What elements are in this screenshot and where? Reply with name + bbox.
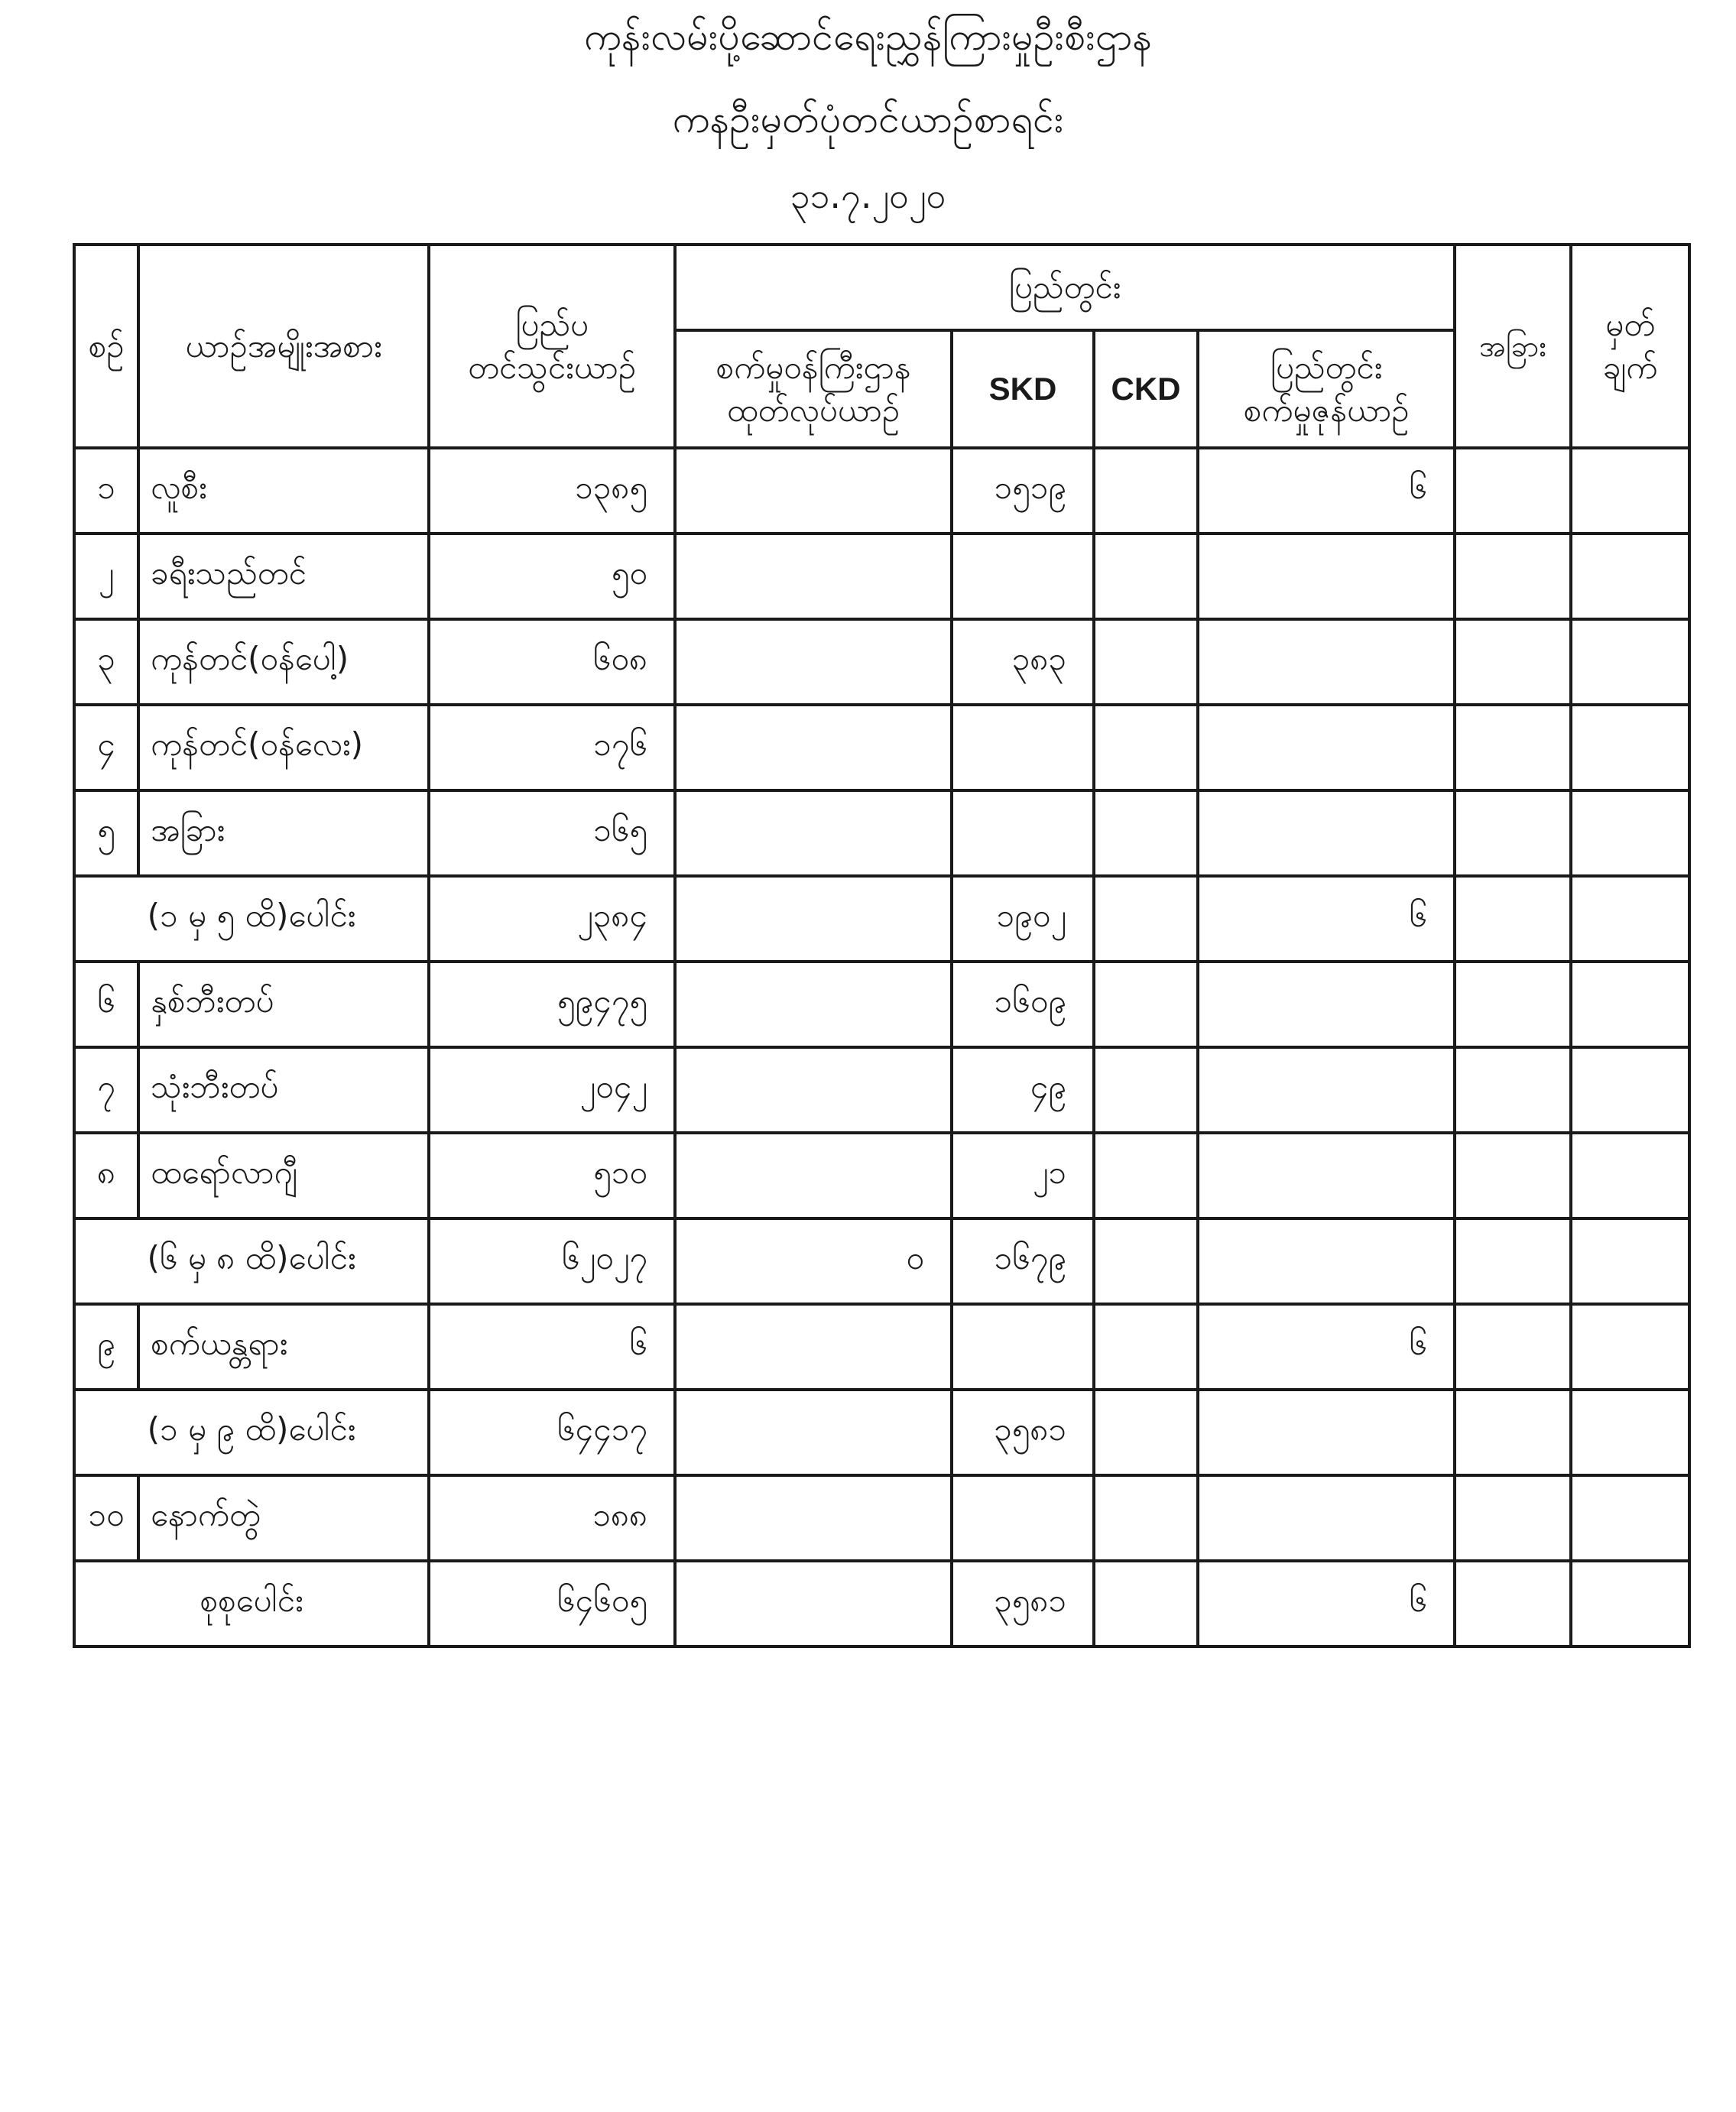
cell-remarks (1571, 790, 1689, 876)
cell-vehicle-type: ထရော်လာဂျီ (138, 1133, 429, 1218)
table-row (74, 534, 1689, 619)
subtotal-row (74, 876, 1689, 962)
cell-remarks (1571, 619, 1689, 705)
cell-skd: ၃၈၃ (952, 619, 1094, 705)
cell-remarks (1571, 534, 1689, 619)
header-imported (429, 245, 675, 448)
cell-skd (952, 1475, 1094, 1561)
cell-skd: ၁၆၇၉ (952, 1218, 1094, 1304)
cell-imported: ၅၁၀ (429, 1133, 675, 1218)
cell-ministry: ၀ (675, 1218, 952, 1304)
cell-ministry (675, 1475, 952, 1561)
cell-serial: ၁၀ (74, 1475, 138, 1561)
cell-imported: ၅၀ (429, 534, 675, 619)
header-ministry-line2: ထုတ်လုပ်ယာဉ် (726, 391, 900, 429)
cell-subtotal-label: (၁ မှ ၅ ထိ)ပေါင်း (74, 876, 429, 962)
cell-vehicle-type: ကုန်တင်(ဝန်လေး) (138, 705, 429, 790)
cell-remarks (1571, 1047, 1689, 1133)
cell-ckd (1094, 876, 1198, 962)
cell-local (1198, 619, 1455, 705)
cell-serial: ၁ (74, 448, 138, 534)
cell-ckd (1094, 1561, 1198, 1646)
cell-ministry (675, 962, 952, 1047)
cell-skd (952, 1304, 1094, 1390)
cell-skd: ၁၉၀၂ (952, 876, 1094, 962)
cell-vehicle-type: နောက်တွဲ (138, 1475, 429, 1561)
cell-ministry (675, 1390, 952, 1475)
header-vehicle-type: ယာဉ်အမျိုးအစား (138, 245, 429, 448)
cell-imported: ၆၂၀၂၇ (429, 1218, 675, 1304)
cell-local: ၆ (1198, 876, 1455, 962)
header-other: အခြား (1455, 245, 1571, 448)
cell-ckd (1094, 1390, 1198, 1475)
cell-skd: ၃၅၈၁ (952, 1561, 1094, 1646)
cell-ckd (1094, 1047, 1198, 1133)
cell-local: ၆ (1198, 448, 1455, 534)
cell-subtotal-label: (၆ မှ ၈ ထိ)ပေါင်း (74, 1218, 429, 1304)
cell-imported: ၂၃၈၄ (429, 876, 675, 962)
cell-other (1455, 1133, 1571, 1218)
table-row (74, 790, 1689, 876)
cell-ckd (1094, 619, 1198, 705)
header-imported-line2: တင်သွင်းယာဉ် (467, 349, 637, 386)
cell-local (1198, 962, 1455, 1047)
cell-local (1198, 1390, 1455, 1475)
cell-ministry (675, 619, 952, 705)
header-local-line2: စက်မှုဇုန်ယာဉ် (1243, 391, 1410, 429)
cell-other (1455, 534, 1571, 619)
header-remarks-line2: ချက် (1602, 349, 1658, 386)
cell-ckd (1094, 705, 1198, 790)
cell-other (1455, 1218, 1571, 1304)
cell-skd: ၄၉ (952, 1047, 1094, 1133)
cell-skd: ၁၅၁၉ (952, 448, 1094, 534)
cell-ckd (1094, 1475, 1198, 1561)
header-ministry (675, 330, 952, 448)
cell-ministry (675, 705, 952, 790)
cell-skd (952, 790, 1094, 876)
cell-imported: ၂၀၄၂ (429, 1047, 675, 1133)
cell-imported: ၆ (429, 1304, 675, 1390)
cell-other (1455, 876, 1571, 962)
cell-remarks (1571, 705, 1689, 790)
cell-serial: ၆ (74, 962, 138, 1047)
table-row (74, 1047, 1689, 1133)
header-remarks (1571, 245, 1689, 448)
cell-subtotal-label: စုစုပေါင်း (74, 1561, 429, 1646)
cell-subtotal-label: (၁ မှ ၉ ထိ)ပေါင်း (74, 1390, 429, 1475)
subtotal-row (74, 1390, 1689, 1475)
header-row-1 (74, 245, 1689, 330)
cell-remarks (1571, 1133, 1689, 1218)
header-imported-line1: ပြည်ပ (515, 306, 589, 343)
cell-remarks (1571, 1561, 1689, 1646)
table-row (74, 448, 1689, 534)
document-date: ၃၁.၇.၂၀၂၀ (790, 175, 946, 216)
header-remarks-line1: မှတ် (1605, 306, 1655, 343)
cell-imported: ၅၉၄၇၅ (429, 962, 675, 1047)
cell-ministry (675, 1133, 952, 1218)
cell-other (1455, 448, 1571, 534)
cell-imported: ၆၄၄၁၇ (429, 1390, 675, 1475)
table-row (74, 962, 1689, 1047)
registration-table (73, 243, 1691, 1648)
cell-ministry (675, 534, 952, 619)
cell-local (1198, 1047, 1455, 1133)
cell-vehicle-type: လူစီး (138, 448, 429, 534)
cell-remarks (1571, 1218, 1689, 1304)
cell-local (1198, 1475, 1455, 1561)
cell-other (1455, 1475, 1571, 1561)
cell-local (1198, 705, 1455, 790)
cell-ckd (1094, 1304, 1198, 1390)
cell-skd: ၃၅၈၁ (952, 1390, 1094, 1475)
cell-ckd (1094, 448, 1198, 534)
cell-remarks (1571, 1390, 1689, 1475)
cell-vehicle-type: ခရီးသည်တင် (138, 534, 429, 619)
cell-other (1455, 1561, 1571, 1646)
cell-skd: ၂၁ (952, 1133, 1094, 1218)
cell-vehicle-type: စက်ယန္တရား (138, 1304, 429, 1390)
cell-ckd (1094, 790, 1198, 876)
cell-ckd (1094, 534, 1198, 619)
cell-ministry (675, 790, 952, 876)
cell-other (1455, 1304, 1571, 1390)
cell-vehicle-type: နှစ်ဘီးတပ် (138, 962, 429, 1047)
header-ministry-line1: စက်မှုဝန်ကြီးဌာန (715, 349, 911, 386)
header-skd: SKD (952, 330, 1094, 448)
cell-ministry (675, 448, 952, 534)
table-row (74, 619, 1689, 705)
header-domestic: ပြည်တွင်း (675, 245, 1455, 330)
cell-imported: ၁၆၅ (429, 790, 675, 876)
cell-skd (952, 534, 1094, 619)
cell-local: ၆ (1198, 1561, 1455, 1646)
cell-other (1455, 1047, 1571, 1133)
cell-remarks (1571, 1475, 1689, 1561)
cell-serial: ၉ (74, 1304, 138, 1390)
cell-other (1455, 1390, 1571, 1475)
cell-imported: ၁၃၈၅ (429, 448, 675, 534)
cell-local (1198, 1133, 1455, 1218)
cell-imported: ၁၈၈ (429, 1475, 675, 1561)
cell-imported: ၁၇၆ (429, 705, 675, 790)
cell-ckd (1094, 962, 1198, 1047)
cell-serial: ၅ (74, 790, 138, 876)
table-row (74, 1304, 1689, 1390)
table-row (74, 1133, 1689, 1218)
cell-serial: ၃ (74, 619, 138, 705)
cell-other (1455, 790, 1571, 876)
cell-vehicle-type: ကုန်တင်(ဝန်ပေါ့) (138, 619, 429, 705)
cell-serial: ၄ (74, 705, 138, 790)
header-serial: စဉ် (74, 245, 138, 448)
cell-serial: ၈ (74, 1133, 138, 1218)
cell-remarks (1571, 962, 1689, 1047)
cell-serial: ၂ (74, 534, 138, 619)
subtotal-row (74, 1218, 1689, 1304)
document-title: ကုန်းလမ်းပို့ဆောင်ရေးညွှန်ကြားမှုဦးစီးဌာန (583, 15, 1153, 59)
cell-local (1198, 790, 1455, 876)
cell-imported: ၆၀၈ (429, 619, 675, 705)
cell-vehicle-type: အခြား (138, 790, 429, 876)
cell-remarks (1571, 1304, 1689, 1390)
cell-ministry (675, 876, 952, 962)
cell-vehicle-type: သုံးဘီးတပ် (138, 1047, 429, 1133)
cell-ministry (675, 1561, 952, 1646)
document-subtitle: ကနဦးမှတ်ပုံတင်ယာဉ်စာရင်း (672, 97, 1064, 141)
cell-ckd (1094, 1218, 1198, 1304)
header-ckd: CKD (1094, 330, 1198, 448)
table-row (74, 1475, 1689, 1561)
cell-local (1198, 1218, 1455, 1304)
cell-other (1455, 962, 1571, 1047)
cell-ministry (675, 1304, 952, 1390)
cell-serial: ၇ (74, 1047, 138, 1133)
cell-local (1198, 534, 1455, 619)
table-row (74, 705, 1689, 790)
cell-other (1455, 619, 1571, 705)
header-local-line1: ပြည်တွင်း (1270, 349, 1383, 386)
cell-skd (952, 705, 1094, 790)
cell-imported: ၆၄၆၀၅ (429, 1561, 675, 1646)
cell-ministry (675, 1047, 952, 1133)
cell-ckd (1094, 1133, 1198, 1218)
cell-local: ၆ (1198, 1304, 1455, 1390)
cell-remarks (1571, 876, 1689, 962)
cell-remarks (1571, 448, 1689, 534)
grand-total-row (74, 1561, 1689, 1646)
cell-skd: ၁၆၀၉ (952, 962, 1094, 1047)
header-local (1198, 330, 1455, 448)
cell-other (1455, 705, 1571, 790)
